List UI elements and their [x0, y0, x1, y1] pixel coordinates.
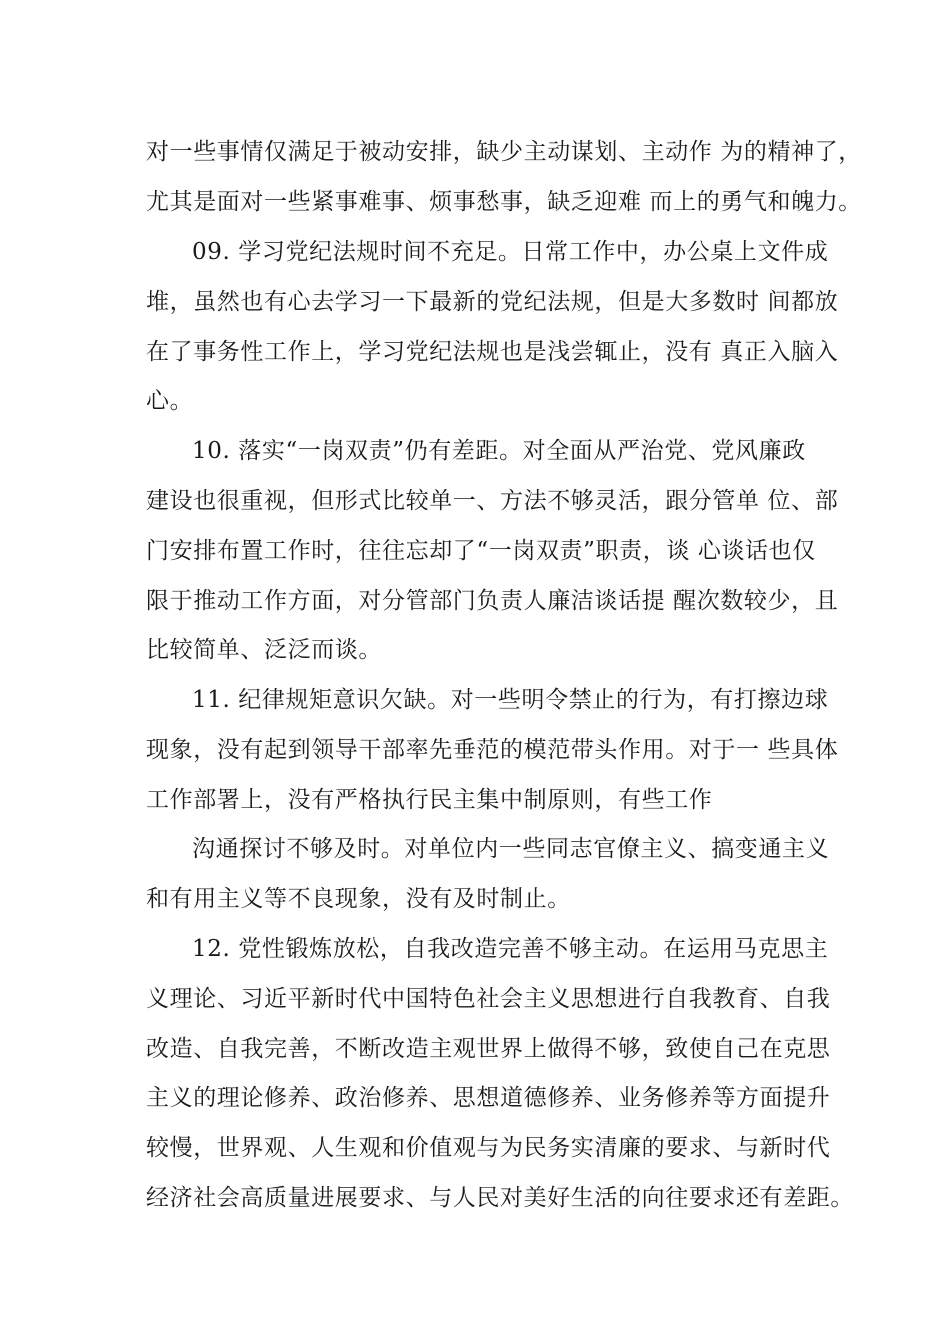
paragraph-11-start: 11. 纪律规矩意识欠缺。对一些明令禁止的行为，有打擦边球	[192, 687, 829, 713]
text-line: 堆，虽然也有心去学习一下最新的党纪法规，但是大多数时 间都放	[146, 289, 839, 315]
text-line: 建设也很重视，但形式比较单一、方法不够灵活，跟分管单 位、部	[146, 488, 839, 514]
text-line: 经济社会高质量进展要求、与人民对美好生活的向往要求还有差距。	[146, 1185, 854, 1211]
paragraph-12-start: 12. 党性锻炼放松，自我改造完善不够主动。在运用马克思主	[192, 936, 829, 962]
text-line: 在了事务性工作上，学习党纪法规也是浅尝辄止，没有 真正入脑入	[146, 339, 839, 365]
text-line: 义理论、习近平新时代中国特色社会主义思想进行自我教育、自我	[146, 986, 831, 1012]
text-line: 现象，没有起到领导干部率先垂范的模范带头作用。对于一 些具体	[146, 737, 839, 763]
paragraph-continuation-start: 沟通探讨不够及时。对单位内一些同志官僚主义、搞变通主义	[192, 836, 830, 862]
paragraph-10-start: 10. 落实“一岗双责”仍有差距。对全面从严治党、党风廉政	[192, 438, 806, 464]
text-line: 改造、自我完善，不断改造主观世界上做得不够，致使自己在克思	[146, 1036, 831, 1062]
text-line: 比较简单、泛泛而谈。	[146, 637, 382, 663]
text-line: 门安排布置工作时，往往忘却了“一岗双责”职责，谈 心谈话也仅	[146, 538, 816, 564]
paragraph-09-start: 09. 学习党纪法规时间不充足。日常工作中，办公桌上文件成	[192, 239, 829, 265]
text-line: 对一些事情仅满足于被动安排，缺少主动谋划、主动作 为的精神了，	[146, 139, 862, 165]
text-line: 限于推动工作方面，对分管部门负责人廉洁谈话提 醒次数较少，且	[146, 588, 839, 614]
text-line: 较慢，世界观、人生观和价值观与为民务实清廉的要求、与新时代	[146, 1135, 831, 1161]
text-line: 尤其是面对一些紧事难事、烦事愁事，缺乏迎难 而上的勇气和魄力。	[146, 189, 862, 215]
text-line: 主义的理论修养、政治修养、思想道德修养、业务修养等方面提升	[146, 1085, 831, 1111]
text-line: 心。	[146, 388, 194, 414]
text-line: 和有用主义等不良现象，没有及时制止。	[146, 886, 571, 912]
text-line: 工作部署上，没有严格执行民主集中制原则，有些工作	[146, 787, 713, 813]
